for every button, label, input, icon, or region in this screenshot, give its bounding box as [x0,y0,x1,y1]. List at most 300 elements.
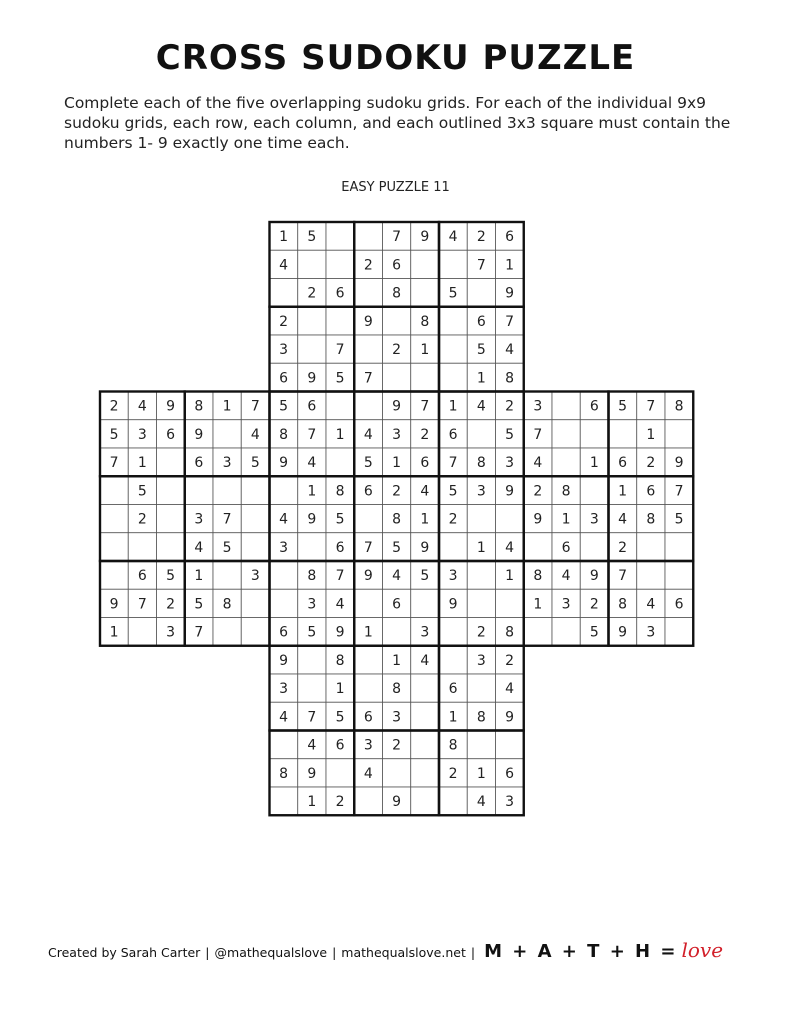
grid-digit: 3 [448,568,458,585]
grid-cell[interactable] [496,731,524,759]
grid-digit: 2 [363,257,373,274]
grid-digit: 4 [420,483,430,500]
grid-digit: 2 [589,596,599,613]
grid-digit: 4 [505,342,515,359]
grid-cell[interactable] [241,476,269,504]
grid-digit: 8 [279,426,289,443]
grid-digit: 9 [109,596,119,613]
grid-digit: 7 [363,539,373,556]
footer-separator: | [205,945,210,960]
grid-cell[interactable] [609,420,637,448]
grid-digit: 6 [505,765,515,782]
grid-digit: 8 [533,568,543,585]
grid-digit: 8 [561,483,571,500]
grid-digit: 9 [279,455,289,472]
grid-digit: 5 [618,398,628,415]
grid-cell[interactable] [354,646,382,674]
grid-cell[interactable] [354,222,382,250]
grid-cell[interactable] [241,505,269,533]
grid-digit: 1 [476,370,486,387]
grid-digit: 4 [476,794,486,811]
grid-cell[interactable] [326,222,354,250]
grid-digit: 4 [505,539,515,556]
grid-cell[interactable] [439,250,467,278]
grid-cell[interactable] [411,787,439,815]
grid-digit: 2 [307,285,317,302]
grid-digit: 7 [307,426,317,443]
grid-cell[interactable] [439,646,467,674]
grid-digit: 1 [476,539,486,556]
grid-cell[interactable] [496,589,524,617]
grid-digit: 8 [392,285,402,302]
grid-digit: 4 [250,426,260,443]
grid-digit: 7 [420,398,430,415]
grid-digit: 9 [505,483,515,500]
grid-cell[interactable] [665,420,693,448]
grid-digit: 2 [335,794,345,811]
footer-separator: | [470,945,476,960]
grid-digit: 4 [392,568,402,585]
grid-cell[interactable] [580,420,608,448]
grid-cell[interactable] [298,646,326,674]
grid-cell[interactable] [270,561,298,589]
grid-digit: 3 [561,596,571,613]
grid-digit: 3 [363,737,373,754]
grid-digit: 4 [279,511,289,528]
grid-digit: 1 [646,426,656,443]
grid-cell[interactable] [326,448,354,476]
grid-cell[interactable] [326,250,354,278]
puzzle-label: EASY PUZZLE 11 [341,180,450,195]
grid-digit: 6 [194,455,204,472]
grid-cell[interactable] [580,476,608,504]
grid-digit: 5 [448,285,458,302]
grid-cell[interactable] [270,787,298,815]
grid-digit: 7 [137,596,147,613]
grid-digit: 1 [307,794,317,811]
grid-digit: 3 [505,794,515,811]
grid-digit: 1 [448,398,458,415]
grid-cell[interactable] [439,787,467,815]
grid-digit: 5 [194,596,204,613]
grid-digit: 1 [618,483,628,500]
grid-cell[interactable] [580,533,608,561]
grid-cell[interactable] [637,533,665,561]
grid-cell[interactable] [383,759,411,787]
grid-digit: 6 [335,285,345,302]
footer-credit: Created by Sarah Carter [48,945,201,960]
grid-digit: 7 [194,624,204,641]
grid-cell[interactable] [467,505,495,533]
grid-digit: 6 [279,624,289,641]
grid-cell[interactable] [524,618,552,646]
grid-digit: 9 [279,652,289,669]
grid-digit: 7 [392,229,402,246]
grid-cell[interactable] [270,476,298,504]
grid-digit: 9 [448,596,458,613]
grid-digit: 5 [420,568,430,585]
grid-cell[interactable] [241,618,269,646]
grid-digit: 1 [392,652,402,669]
grid-digit: 2 [392,737,402,754]
grid-digit: 6 [166,426,176,443]
grid-digit: 8 [674,398,684,415]
grid-digit: 1 [363,624,373,641]
grid-cell[interactable] [439,307,467,335]
grid-cell[interactable] [439,533,467,561]
grid-cell[interactable] [411,589,439,617]
grid-cell[interactable] [270,589,298,617]
grid-digit: 9 [533,511,543,528]
grid-cell[interactable] [467,561,495,589]
footer-separator: | [332,945,337,960]
grid-digit: 8 [420,313,430,330]
grid-digit: 3 [476,652,486,669]
grid-digit: 6 [335,737,345,754]
grid-digit: 2 [448,511,458,528]
grid-cell[interactable] [354,589,382,617]
grid-cell[interactable] [270,279,298,307]
grid-digit: 5 [222,539,232,556]
grid-digit: 3 [194,511,204,528]
grid-digit: 9 [618,624,628,641]
grid-digit: 5 [363,455,373,472]
grid-cell[interactable] [100,561,128,589]
grid-digit: 7 [476,257,486,274]
grid-cell[interactable] [383,618,411,646]
grid-digit: 6 [137,568,147,585]
grid-cell[interactable] [665,533,693,561]
grid-digit: 9 [335,624,345,641]
grid-cell[interactable] [354,505,382,533]
grid-cell[interactable] [354,392,382,420]
grid-cell[interactable] [298,335,326,363]
grid-cell[interactable] [665,618,693,646]
grid-digit: 3 [392,426,402,443]
grid-digit: 6 [618,455,628,472]
grid-cell[interactable] [298,250,326,278]
grid-digit: 9 [363,568,373,585]
grid-cell[interactable] [354,335,382,363]
grid-digit: 6 [505,229,515,246]
grid-cell[interactable] [411,731,439,759]
grid-digit: 9 [307,511,317,528]
grid-digit: 4 [646,596,656,613]
grid-digit: 4 [335,596,345,613]
grid-digit: 2 [420,426,430,443]
grid-digit: 5 [279,398,289,415]
grid-digit: 5 [166,568,176,585]
footer-logo: M + A + T + H = [484,941,678,962]
grid-digit: 5 [109,426,119,443]
grid-cell[interactable] [213,420,241,448]
grid-digit: 4 [279,257,289,274]
grid-digit: 4 [137,398,147,415]
grid-cell[interactable] [467,589,495,617]
footer [48,938,768,962]
grid-cell[interactable] [411,279,439,307]
grid-digit: 9 [420,229,430,246]
grid-digit: 5 [392,539,402,556]
grid-digit: 6 [279,370,289,387]
grid-cell[interactable] [467,279,495,307]
grid-digit: 5 [335,370,345,387]
grid-digit: 4 [307,455,317,472]
grid-digit: 2 [476,229,486,246]
grid-digit: 6 [646,483,656,500]
grid-cell[interactable] [270,731,298,759]
grid-cell[interactable] [524,533,552,561]
grid-digit: 3 [533,398,543,415]
grid-digit: 8 [476,455,486,472]
grid-digit: 5 [674,511,684,528]
grid-digit: 8 [392,681,402,698]
grid-cell[interactable] [383,363,411,391]
grid-cell[interactable] [157,448,185,476]
grid-digit: 5 [335,511,345,528]
grid-cell[interactable] [411,702,439,730]
grid-digit: 8 [618,596,628,613]
grid-digit: 7 [109,455,119,472]
footer-handle: @mathequalslove [214,945,328,960]
grid-cell[interactable] [467,420,495,448]
grid-cell[interactable] [637,561,665,589]
grid-digit: 8 [392,511,402,528]
grid-digit: 2 [279,313,289,330]
grid-cell[interactable] [552,392,580,420]
grid-digit: 7 [618,568,628,585]
grid-digit: 9 [166,398,176,415]
grid-cell[interactable] [552,420,580,448]
grid-digit: 4 [476,398,486,415]
grid-digit: 4 [448,229,458,246]
grid-digit: 1 [448,709,458,726]
grid-digit: 7 [674,483,684,500]
grid-digit: 6 [307,398,317,415]
grid-digit: 8 [505,624,515,641]
grid-digit: 1 [533,596,543,613]
grid-cell[interactable] [467,731,495,759]
grid-digit: 4 [363,765,373,782]
grid-digit: 4 [420,652,430,669]
grid-cell[interactable] [100,533,128,561]
grid-digit: 4 [279,709,289,726]
grid-digit: 8 [505,370,515,387]
grid-cell[interactable] [100,505,128,533]
grid-digit: 1 [420,511,430,528]
grid-digit: 6 [476,313,486,330]
grid-digit: 2 [476,624,486,641]
grid-digit: 7 [533,426,543,443]
grid-digit: 3 [279,342,289,359]
grid-digit: 9 [307,370,317,387]
grid-cell[interactable] [439,618,467,646]
grid-digit: 7 [250,398,260,415]
grid-cell[interactable] [157,533,185,561]
grid-digit: 2 [618,539,628,556]
grid-digit: 6 [448,681,458,698]
grid-digit: 2 [137,511,147,528]
grid-cell[interactable] [128,533,156,561]
grid-digit: 5 [137,483,147,500]
grid-digit: 3 [307,596,317,613]
grid-digit: 5 [307,229,317,246]
grid-digit: 3 [420,624,430,641]
grid-digit: 5 [505,426,515,443]
grid-cell[interactable] [467,674,495,702]
grid-digit: 8 [448,737,458,754]
grid-digit: 1 [307,483,317,500]
grid-digit: 2 [505,398,515,415]
grid-digit: 1 [109,624,119,641]
grid-cell[interactable] [241,533,269,561]
grid-digit: 3 [279,681,289,698]
grid-cell[interactable] [326,307,354,335]
grid-digit: 2 [392,483,402,500]
grid-cell[interactable] [552,618,580,646]
grid-digit: 2 [448,765,458,782]
grid-cell[interactable] [411,250,439,278]
grid-digit: 7 [505,313,515,330]
grid-digit: 3 [279,539,289,556]
grid-digit: 6 [674,596,684,613]
grid-cell[interactable] [411,759,439,787]
grid-cell[interactable] [213,476,241,504]
instructions-text: Complete each of the five overlapping sudoku grids. For each of the individual 9x9 sudoku grids, each row, each column, and each outlined 3x3 square must contain the numbers 1- 9 exactly one time each. [64,94,731,152]
grid-digit: 4 [194,539,204,556]
grid-digit: 1 [589,455,599,472]
grid-digit: 1 [476,765,486,782]
grid-digit: 6 [363,709,373,726]
grid-digit: 8 [476,709,486,726]
grid-digit: 6 [363,483,373,500]
grid-digit: 9 [392,794,402,811]
grid-digit: 5 [589,624,599,641]
grid-digit: 8 [646,511,656,528]
grid-digit: 3 [589,511,599,528]
grid-digit: 5 [307,624,317,641]
grid-cell[interactable] [213,618,241,646]
grid-digit: 8 [335,483,345,500]
grid-digit: 7 [335,568,345,585]
grid-digit: 7 [222,511,232,528]
grid-cell[interactable] [326,759,354,787]
grid-digit: 1 [279,229,289,246]
grid-digit: 1 [194,568,204,585]
grid-digit: 3 [392,709,402,726]
grid-digit: 6 [448,426,458,443]
grid-cell[interactable] [354,787,382,815]
grid-digit: 8 [222,596,232,613]
grid-digit: 7 [335,342,345,359]
grid-digit: 1 [505,257,515,274]
grid-cell[interactable] [439,335,467,363]
grid-digit: 8 [194,398,204,415]
grid-digit: 1 [505,568,515,585]
grid-digit: 3 [250,568,260,585]
footer-site-link[interactable]: mathequalslove.net [341,945,466,960]
grid-digit: 4 [363,426,373,443]
grid-digit: 2 [646,455,656,472]
grid-digit: 9 [505,285,515,302]
grid-digit: 4 [505,681,515,698]
grid-digit: 2 [392,342,402,359]
grid-digit: 4 [561,568,571,585]
grid-digit: 1 [335,426,345,443]
grid-digit: 1 [420,342,430,359]
grid-digit: 6 [392,257,402,274]
grid-digit: 2 [533,483,543,500]
grid-digit: 4 [533,455,543,472]
grid-digit: 3 [646,624,656,641]
grid-cell[interactable] [383,307,411,335]
grid-cell[interactable] [439,363,467,391]
grid-cell[interactable] [128,618,156,646]
grid-digit: 7 [363,370,373,387]
grid-digit: 6 [335,539,345,556]
grid-digit: 7 [307,709,317,726]
grid-digit: 1 [222,398,232,415]
grid-digit: 5 [476,342,486,359]
grid-digit: 3 [166,624,176,641]
grid-cell[interactable] [552,448,580,476]
grid-digit: 9 [589,568,599,585]
grid-digit: 6 [561,539,571,556]
grid-digit: 8 [335,652,345,669]
grid-digit: 4 [618,511,628,528]
grid-cell[interactable] [157,505,185,533]
grid-digit: 8 [279,765,289,782]
grid-digit: 5 [448,483,458,500]
grid-cell[interactable] [411,363,439,391]
grid-digit: 5 [250,455,260,472]
grid-digit: 1 [392,455,402,472]
grid-digit: 6 [392,596,402,613]
grid-cell[interactable] [157,476,185,504]
grid-cell[interactable] [241,589,269,617]
grid-digit: 3 [222,455,232,472]
grid-digit: 1 [561,511,571,528]
grid-digit: 8 [307,568,317,585]
grid-cell[interactable] [185,476,213,504]
footer-love-logo: love [681,938,724,962]
grid-cell[interactable] [298,307,326,335]
grid-cell[interactable] [326,392,354,420]
grid-digit: 1 [335,681,345,698]
grid-digit: 6 [420,455,430,472]
grid-cell[interactable] [298,674,326,702]
grid-cell[interactable] [213,561,241,589]
grid-cell[interactable] [100,476,128,504]
grid-cell[interactable] [411,674,439,702]
grid-cell[interactable] [354,674,382,702]
grid-digit: 7 [448,455,458,472]
grid-cell[interactable] [665,561,693,589]
grid-digit: 9 [363,313,373,330]
grid-digit: 9 [420,539,430,556]
grid-digit: 9 [505,709,515,726]
grid-digit: 2 [109,398,119,415]
grid-cell[interactable] [496,505,524,533]
grid-digit: 6 [589,398,599,415]
grid-cell[interactable] [354,279,382,307]
grid-digit: 7 [646,398,656,415]
grid-digit: 2 [505,652,515,669]
grid-digit: 9 [307,765,317,782]
page-title: CROSS SUDOKU PUZZLE [155,38,636,78]
grid-cell[interactable] [298,533,326,561]
grid-digit: 3 [476,483,486,500]
